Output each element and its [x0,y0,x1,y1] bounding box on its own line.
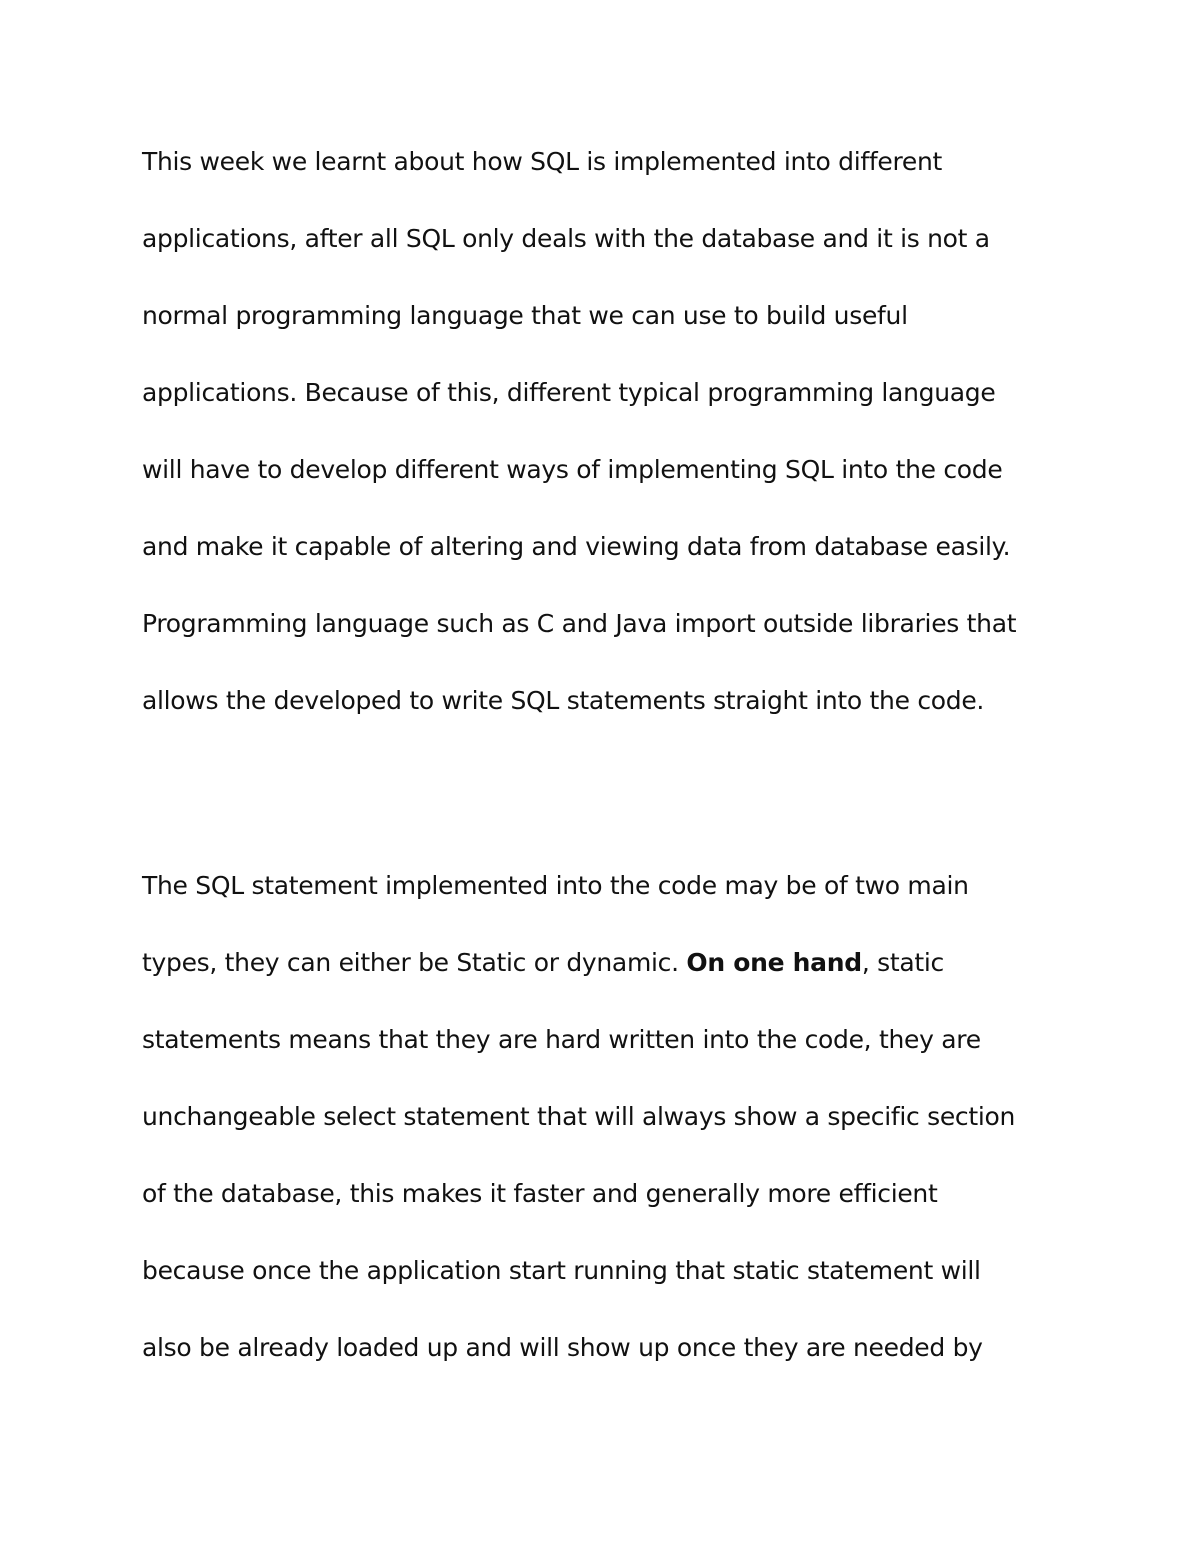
text-run: , static [861,948,944,977]
text-line: Programming language such as C and Java import outside libraries that [142,609,1017,638]
text-line: This week we learnt about how SQL is implemented into different [142,147,943,176]
text-line: will have to develop different ways of implementing SQL into the code [142,455,1003,484]
paragraph-2 [142,862,1072,1401]
text-line: applications. Because of this, different typical programming language [142,378,996,407]
text-line: The SQL statement implemented into the code may be of two main [142,871,969,900]
text-line-with-emphasis [142,939,1072,1016]
text-line: allows the developed to write SQL statements straight into the code. [142,686,985,715]
text-line: because once the application start running that static statement will [142,1256,981,1285]
text-line: statements means that they are hard written into the code, they are [142,1025,981,1054]
text-line: unchangeable select statement that will always show a specific section [142,1102,1016,1131]
text-line: also be already loaded up and will show up once they are needed by [142,1333,983,1362]
text-run: types, they can either be Static or dynamic. [142,948,687,977]
bold-emphasis: On one hand [686,948,862,977]
text-line: normal programming language that we can use to build useful [142,301,908,330]
text-line: applications, after all SQL only deals with the database and it is not a [142,224,990,253]
text-line: of the database, this makes it faster and generally more efficient [142,1179,938,1208]
text-line: and make it capable of altering and viewing data from database easily. [142,532,1011,561]
document-body [142,138,1072,1401]
paragraph-1 [142,138,1072,754]
